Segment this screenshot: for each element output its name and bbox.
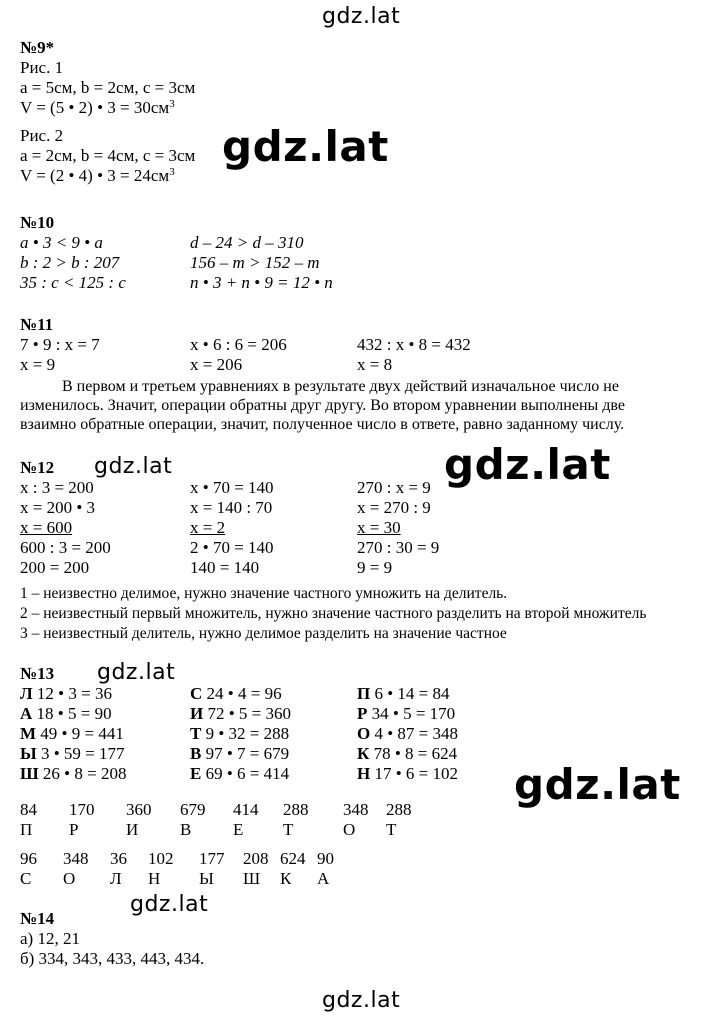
- check-step: 200 = 200: [20, 558, 90, 577]
- code-letter: О: [63, 869, 76, 888]
- equation-step: x = 200 • 3: [20, 498, 96, 517]
- cipher-row: [357, 724, 458, 744]
- task-12-col-3: [357, 478, 439, 578]
- code-number: 288: [283, 800, 309, 819]
- inequality: 35 : c < 125 : c: [20, 273, 126, 292]
- code-number: 36: [110, 849, 127, 868]
- code-number: 90: [317, 849, 334, 868]
- inequality: n • 3 + n • 9 = 12 • n: [190, 273, 333, 292]
- figure-1-volume: [20, 98, 175, 117]
- equation-step: x • 70 = 140: [190, 478, 274, 497]
- cipher-letter: О: [357, 724, 371, 743]
- cipher-letter: Е: [190, 764, 202, 783]
- code-number: 102: [148, 849, 174, 868]
- equation-step: x : 3 = 200: [20, 478, 94, 497]
- equation: x = 9: [20, 355, 56, 374]
- cipher-row: [357, 684, 458, 704]
- figure-2-dims: a = 2см, b = 4см, c = 3см: [20, 146, 196, 165]
- equation-step: x = 270 : 9: [357, 498, 431, 517]
- cipher-expression: 6 • 14 = 84: [374, 684, 450, 703]
- task-9-title: №9*: [20, 38, 55, 57]
- code-number: 414: [233, 800, 259, 819]
- cipher-row: [190, 724, 291, 744]
- figure-2-volume: [20, 166, 175, 185]
- cipher-expression: 3 • 59 = 177: [40, 744, 125, 763]
- cipher-letter: Т: [190, 724, 202, 743]
- inequality: a • 3 < 9 • a: [20, 233, 103, 252]
- cipher-row: [20, 764, 126, 784]
- equation: x = 8: [357, 355, 393, 374]
- check-step: 2 • 70 = 140: [190, 538, 274, 557]
- watermark: gdz.lat: [130, 892, 209, 917]
- code-letter: Н: [148, 869, 161, 888]
- figure-1-dims: a = 5см, b = 2см, c = 3см: [20, 78, 196, 97]
- inequality: d – 24 > d – 310: [190, 233, 304, 252]
- cipher-row: [357, 704, 458, 724]
- equation: 7 • 9 : x = 7: [20, 335, 100, 354]
- equation-answer: x = 2: [190, 518, 226, 537]
- code-number: 348: [63, 849, 89, 868]
- code-letter: Е: [233, 820, 244, 839]
- task-11-col-1: [20, 335, 100, 375]
- task-12-note-1: 1 – неизвестно делимое, нужно значение частного умножить на делитель.: [20, 585, 508, 602]
- cipher-row: [357, 764, 458, 784]
- cipher-letter: М: [20, 724, 37, 743]
- watermark: gdz.lat: [222, 122, 389, 171]
- paragraph-line: [20, 377, 710, 396]
- cipher-row: [20, 704, 126, 724]
- code-number: 624: [280, 849, 306, 868]
- code-number: 84: [20, 800, 37, 819]
- check-step: 9 = 9: [357, 558, 393, 577]
- task-12-note-2: 2 – неизвестный первый множитель, нужно значение частного разделить на второй множитель: [20, 605, 647, 622]
- cipher-row: [20, 724, 126, 744]
- cipher-row: [20, 684, 126, 704]
- paragraph-line: взаимно обратные операции, значит, полученное число в ответе, равно заданному числу.: [20, 416, 625, 433]
- cube-exponent: 3: [169, 166, 175, 178]
- cipher-expression: 9 • 32 = 288: [205, 724, 290, 743]
- task-11-title: №11: [20, 315, 54, 334]
- watermark-bottom: gdz.lat: [322, 988, 401, 1013]
- task-14-answer-b: б) 334, 343, 433, 443, 434.: [20, 949, 205, 968]
- cipher-row: [190, 704, 291, 724]
- code-letter: С: [20, 869, 32, 888]
- cipher-expression: 69 • 6 = 414: [205, 764, 290, 783]
- cipher-row: [190, 744, 291, 764]
- inequality: 156 – m > 152 – m: [190, 253, 320, 272]
- watermark: gdz.lat: [514, 760, 681, 809]
- code-number: 208: [243, 849, 269, 868]
- figure-2-label: Рис. 2: [20, 126, 64, 145]
- cipher-expression: 17 • 6 = 102: [374, 764, 459, 783]
- cipher-expression: 97 • 7 = 679: [205, 744, 290, 763]
- equation: x = 206: [190, 355, 243, 374]
- code-letter: Ш: [243, 869, 261, 888]
- code-number: 170: [69, 800, 95, 819]
- task-11-explanation: [20, 377, 710, 434]
- cipher-expression: 34 • 5 = 170: [371, 704, 456, 723]
- equation-answer: x = 30: [357, 518, 401, 537]
- equation-step: 270 : x = 9: [357, 478, 431, 497]
- cipher-expression: 26 • 8 = 208: [42, 764, 127, 783]
- task-13-col-3: [357, 684, 458, 784]
- cipher-expression: 24 • 4 = 96: [206, 684, 282, 703]
- task-10-col-1: [20, 233, 126, 293]
- cipher-expression: 4 • 87 = 348: [374, 724, 459, 743]
- task-13-col-2: [190, 684, 291, 784]
- cipher-expression: 49 • 9 = 441: [40, 724, 124, 743]
- code-letter: К: [280, 869, 292, 888]
- check-step: 270 : 30 = 9: [357, 538, 440, 557]
- cipher-row: [190, 764, 291, 784]
- code-number: 360: [126, 800, 152, 819]
- check-step: 140 = 140: [190, 558, 260, 577]
- cipher-letter: П: [357, 684, 371, 703]
- task-12-title: №12: [20, 458, 55, 477]
- cipher-expression: 78 • 8 = 624: [373, 744, 458, 763]
- cipher-row: [20, 744, 126, 764]
- cipher-expression: 12 • 3 = 36: [36, 684, 112, 703]
- cipher-row: [190, 684, 291, 704]
- paragraph-text: В первом и третьем уравнениях в результате двух действий изначальное число не: [62, 378, 619, 395]
- watermark: gdz.lat: [97, 660, 176, 685]
- code-letter: И: [126, 820, 139, 839]
- cipher-letter: Ш: [20, 764, 39, 783]
- cipher-letter: А: [20, 704, 33, 723]
- code-letter: Ы: [199, 869, 214, 888]
- figure-1-label: Рис. 1: [20, 58, 64, 77]
- task-14-answer-a: а) 12, 21: [20, 929, 80, 948]
- cipher-expression: 72 • 5 = 360: [207, 704, 292, 723]
- task-12-note-3: 3 – неизвестный делитель, нужно делимое разделить на значение частное: [20, 625, 507, 642]
- cube-exponent: 3: [169, 98, 175, 110]
- equation: 432 : x • 8 = 432: [357, 335, 471, 354]
- volume-text: V = (2 • 4) • 3 = 24см: [20, 166, 170, 185]
- cipher-letter: И: [190, 704, 204, 723]
- code-letter: Р: [69, 820, 79, 839]
- cipher-expression: 18 • 5 = 90: [36, 704, 112, 723]
- watermark: gdz.lat: [444, 440, 611, 489]
- cipher-row: [357, 744, 458, 764]
- code-letter: В: [180, 820, 192, 839]
- cipher-letter: Н: [357, 764, 371, 783]
- code-number: 348: [343, 800, 369, 819]
- task-10-title: №10: [20, 213, 55, 232]
- task-12-col-2: [190, 478, 274, 578]
- watermark-top: gdz.lat: [322, 4, 401, 29]
- code-letter: Л: [110, 869, 122, 888]
- task-14-title: №14: [20, 909, 55, 928]
- task-12-col-1: [20, 478, 111, 578]
- cipher-letter: Ы: [20, 744, 37, 763]
- code-letter: П: [20, 820, 33, 839]
- check-step: 600 : 3 = 200: [20, 538, 111, 557]
- code-number: 96: [20, 849, 37, 868]
- volume-text: V = (5 • 2) • 3 = 30см: [20, 98, 170, 117]
- equation: x • 6 : 6 = 206: [190, 335, 287, 354]
- task-11-col-3: [357, 335, 471, 375]
- code-letter: Т: [283, 820, 294, 839]
- equation-step: x = 140 : 70: [190, 498, 273, 517]
- code-letter: Т: [386, 820, 397, 839]
- code-number: 288: [386, 800, 412, 819]
- inequality: b : 2 > b : 207: [20, 253, 120, 272]
- task-13-col-1: [20, 684, 126, 784]
- cipher-letter: К: [357, 744, 370, 763]
- paragraph-line: изменилось. Значит, операции обратны друг другу. Во втором уравнении выполнены две: [20, 397, 625, 414]
- watermark: gdz.lat: [94, 454, 173, 479]
- cipher-letter: Л: [20, 684, 33, 703]
- task-10-col-2: [190, 233, 333, 293]
- equation-answer: x = 600: [20, 518, 73, 537]
- code-letter: О: [343, 820, 356, 839]
- cipher-letter: Р: [357, 704, 368, 723]
- cipher-letter: С: [190, 684, 203, 703]
- code-number: 679: [180, 800, 206, 819]
- code-letter: А: [317, 869, 330, 888]
- cipher-letter: В: [190, 744, 202, 763]
- task-11-col-2: [190, 335, 287, 375]
- code-number: 177: [199, 849, 225, 868]
- task-13-title: №13: [20, 664, 55, 683]
